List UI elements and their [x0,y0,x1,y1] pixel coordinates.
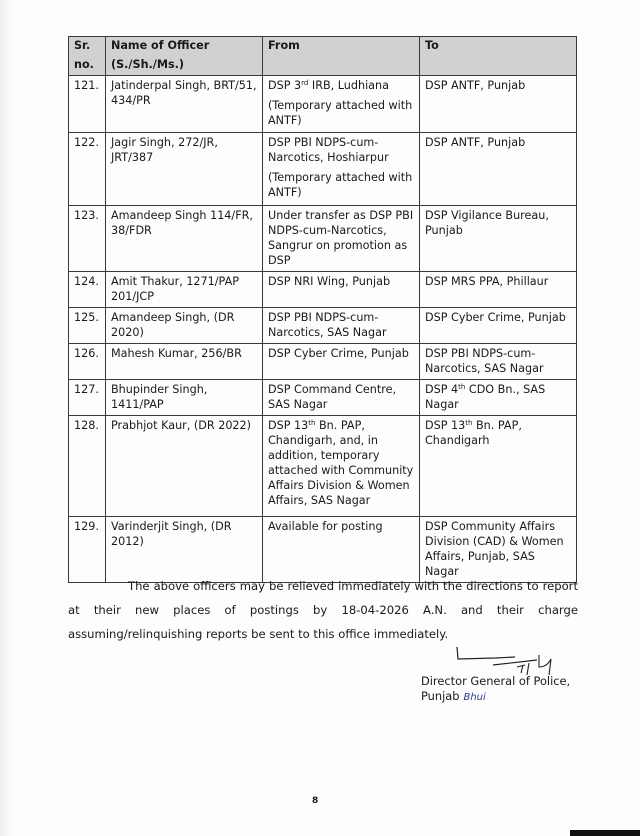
table-header-row [69,37,577,76]
to-posting: DSP MRS PPA, Phillaur [420,272,577,308]
to-posting: DSP ANTF, Punjab [420,76,577,133]
officer-name: Jatinderpal Singh, BRT/51, 434/PR [106,76,263,133]
officer-name: Amit Thakur, 1271/PAP 201/JCP [106,272,263,308]
postings-table [68,36,577,583]
from-posting: DSP 3rd IRB, Ludhiana (Temporary attached with ANTF) [263,76,420,133]
officer-name: Bhupinder Singh, 1411/PAP [106,380,263,416]
table-row [69,272,577,308]
sr-no: 121. [69,76,106,133]
to-posting: DSP Cyber Crime, Punjab [420,308,577,344]
table-row [69,416,577,517]
table-row [69,344,577,380]
officer-name: Amandeep Singh 114/FR, 38/FDR [106,206,263,272]
from-posting: Under transfer as DSP PBI NDPS-cum-Narcotics, Sangrur on promotion as DSP [263,206,420,272]
officer-name: Prabhjot Kaur, (DR 2022) [106,416,263,517]
page-number: 8 [312,796,319,806]
sr-no: 122. [69,133,106,206]
table-row [69,380,577,416]
officer-name: Amandeep Singh, (DR 2020) [106,308,263,344]
from-posting: DSP Cyber Crime, Punjab [263,344,420,380]
relieving-instructions: The above officers may be relieved immediately with the directions to report at their new places of postings by 18-04-2026 A.N. and their charge assuming/relinquishing reports be sent to this office immediately. [68,579,578,641]
table-row [69,308,577,344]
signatory-block [421,674,570,705]
to-posting: DSP 4th CDO Bn., SAS Nagar [420,380,577,416]
sr-no: 123. [69,206,106,272]
sr-no: 128. [69,416,106,517]
sr-no: 126. [69,344,106,380]
to-posting: DSP ANTF, Punjab [420,133,577,206]
from-note: (Temporary attached with ANTF) [268,99,413,127]
sr-no: 127. [69,380,106,416]
from-posting: DSP NRI Wing, Punjab [263,272,420,308]
officer-name: Jagir Singh, 272/JR, JRT/387 [106,133,263,206]
from-posting: DSP 13th Bn. PAP, Chandigarh, and, in addition, temporary attached with Community Affairs Division & Women Affairs, SAS Nagar [263,416,420,517]
to-posting: DSP Community Affairs Division (CAD) & Women Affairs, Punjab, SAS Nagar [420,517,577,583]
sr-no: 125. [69,308,106,344]
sr-no: 129. [69,517,106,583]
from-posting: DSP Command Centre, SAS Nagar [263,380,420,416]
handwritten-initials: Bhui [463,692,486,703]
from-posting: DSP PBI NDPS-cum-Narcotics, SAS Nagar [263,308,420,344]
signatory-location-line: Punjab Bhui [421,689,486,703]
header-name-of-officer: Name of Officer (S./Sh./Ms.) [106,37,263,76]
header-sr-no: Sr. no. [69,37,106,76]
officer-name: Varinderjit Singh, (DR 2012) [106,517,263,583]
table-row [69,133,577,206]
officer-name: Mahesh Kumar, 256/BR [106,344,263,380]
from-posting: Available for posting [263,517,420,583]
signatory-designation: Director General of Police, [421,674,571,688]
to-posting: DSP Vigilance Bureau, Punjab [420,206,577,272]
table-row [69,517,577,583]
from-posting: DSP PBI NDPS-cum-Narcotics, Hoshiarpur (Temporary attached with ANTF) [263,133,420,206]
header-to: To [420,37,577,76]
header-from: From [263,37,420,76]
to-posting: DSP PBI NDPS-cum-Narcotics, SAS Nagar [420,344,577,380]
table-row [69,206,577,272]
to-posting: DSP 13th Bn. PAP, Chandigarh [420,416,577,517]
sr-no: 124. [69,272,106,308]
signature-scrawl [455,645,575,675]
scan-shadow [0,0,14,836]
table-row [69,76,577,133]
from-note: (Temporary attached with ANTF) [268,171,413,199]
scan-corner-mark [570,830,640,836]
